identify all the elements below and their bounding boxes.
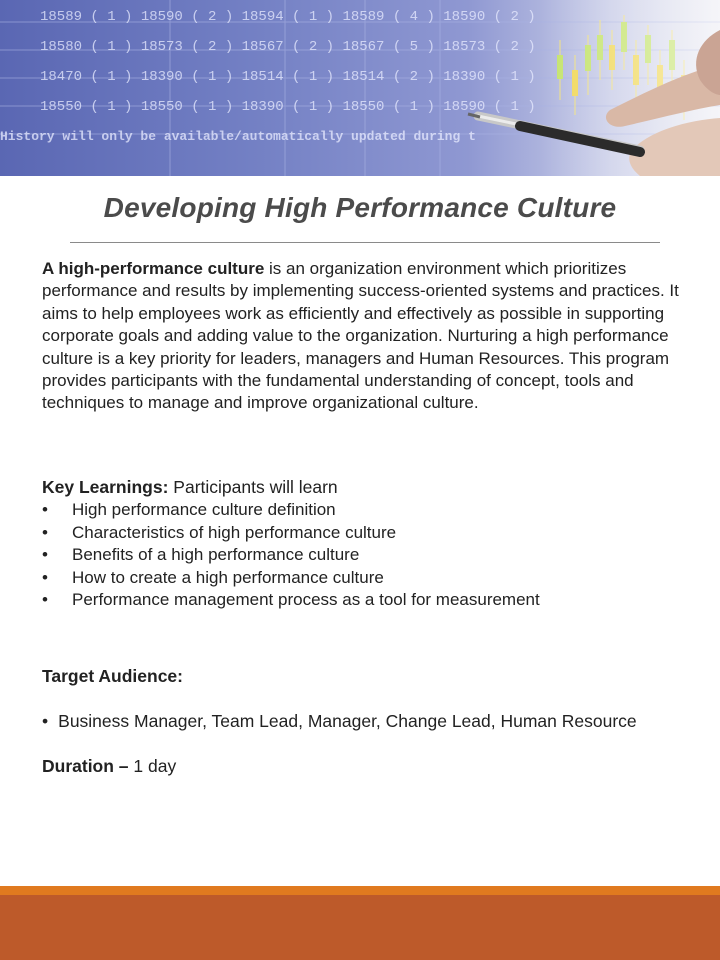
- target-audience-heading: Target Audience:: [42, 666, 183, 686]
- key-learnings-label: Key Learnings:: [42, 477, 169, 497]
- list-item: • Performance management process as a tool for measurement: [42, 589, 682, 612]
- key-learnings-intro: Participants will learn: [168, 477, 338, 497]
- key-learnings-section: [42, 476, 682, 612]
- duration-value: 1 day: [133, 756, 177, 776]
- stock-ticker-illustration: [0, 0, 720, 176]
- duration-label: Duration –: [42, 756, 134, 776]
- target-audience-item: [42, 711, 637, 732]
- key-learnings-list: [42, 499, 682, 612]
- list-item: • High performance culture definition: [42, 499, 682, 522]
- intro-text: is an organization environment which prioritizes performance and results by implementing success-oriented systems and practices. It aims to help employees work as efficiently and effectively as possible in supporting corporate goals and adding value to the organization. Nurturing a high performance culture is a key priority for leaders, managers and Human Resources. This program provides participants with the fundamental understanding of concept, tools and techniques to manage and improve organizational culture.: [42, 259, 679, 413]
- bullet: •: [42, 711, 49, 731]
- intro-paragraph: [42, 258, 682, 415]
- duration: [42, 756, 176, 777]
- list-item: • Characteristics of high performance culture: [42, 522, 682, 545]
- title-divider: [70, 242, 660, 243]
- page-title: Developing High Performance Culture: [103, 192, 617, 223]
- footer-stripe: [0, 886, 720, 895]
- intro-lead: A high-performance culture: [42, 259, 265, 278]
- footer-bar: [0, 895, 720, 960]
- key-learnings-heading: [42, 476, 682, 499]
- list-item: • How to create a high performance culture: [42, 567, 682, 590]
- target-audience-text: Business Manager, Team Lead, Manager, Change Lead, Human Resource: [58, 711, 637, 731]
- list-item: • Benefits of a high performance culture: [42, 544, 682, 567]
- header-banner-image: [0, 0, 720, 176]
